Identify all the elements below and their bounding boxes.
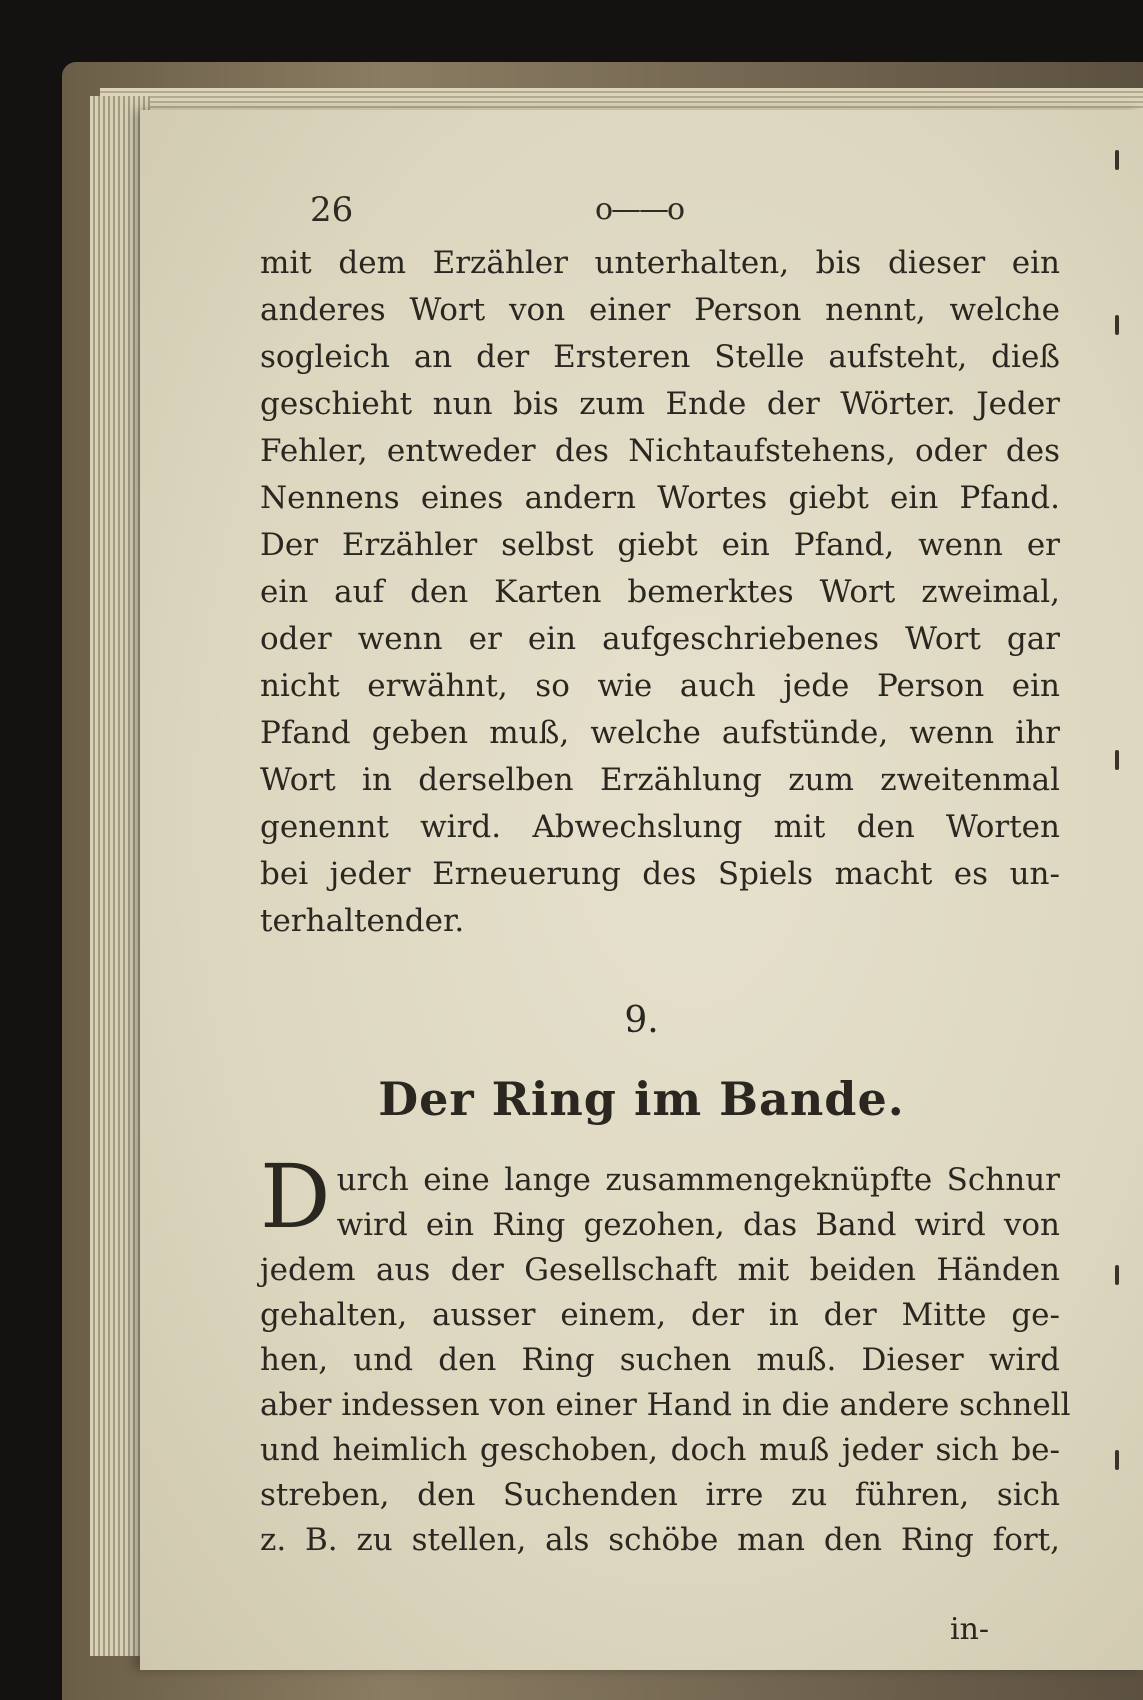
text-line: hen, und den Ring suchen muß. Dieser wird bbox=[260, 1342, 1060, 1378]
section-title: Der Ring im Bande. bbox=[378, 1072, 905, 1126]
text-line: wird ein Ring gezohen, das Band wird von bbox=[336, 1207, 1060, 1243]
text-line: urch eine lange zusammengeknüpfte Schnur bbox=[336, 1162, 1060, 1198]
page-number: 26 bbox=[310, 190, 354, 230]
text-line: sogleich an der Ersteren Stelle aufsteht, dieß bbox=[260, 339, 1060, 375]
binding-stitch bbox=[1115, 1450, 1119, 1470]
paragraph-continued bbox=[260, 240, 1060, 945]
header-ornament: o——o bbox=[595, 192, 684, 227]
text-line: aber indessen von einer Hand in die andere schnell bbox=[260, 1387, 1071, 1423]
text-line: geschieht nun bis zum Ende der Wörter. Jeder bbox=[260, 386, 1060, 422]
text-line: Wort in derselben Erzählung zum zweitenmal bbox=[260, 762, 1060, 798]
text-line: genennt wird. Abwechslung mit den Worten bbox=[260, 809, 1060, 845]
text-line: gehalten, ausser einem, der in der Mitte ge- bbox=[260, 1297, 1060, 1333]
text-line: Pfand geben muß, welche aufstünde, wenn ihr bbox=[260, 715, 1060, 751]
text-line: z. B. zu stellen, als schöbe man den Ring fort, bbox=[260, 1522, 1060, 1558]
text-line: Der Erzähler selbst giebt ein Pfand, wenn er bbox=[260, 527, 1060, 563]
text-line: jedem aus der Gesellschaft mit beiden Händen bbox=[260, 1252, 1060, 1288]
text-line: und heimlich geschoben, doch muß jeder sich be- bbox=[260, 1432, 1060, 1468]
text-line: terhaltender. bbox=[260, 903, 465, 939]
binding-stitch bbox=[1115, 315, 1119, 335]
text-line: Nennens eines andern Wortes giebt ein Pfand. bbox=[260, 480, 1060, 516]
text-line: oder wenn er ein aufgeschriebenes Wort gar bbox=[260, 621, 1060, 657]
text-line: nicht erwähnt, so wie auch jede Person ein bbox=[260, 668, 1060, 704]
section-number: 9. bbox=[624, 1000, 659, 1041]
catchword: in- bbox=[950, 1612, 990, 1647]
section-paragraph bbox=[260, 1145, 1071, 1563]
text-line: streben, den Suchenden irre zu führen, sich bbox=[260, 1477, 1060, 1513]
text-line: anderes Wort von einer Person nennt, welche bbox=[260, 292, 1060, 328]
binding-stitch bbox=[1115, 1265, 1119, 1285]
binding-stitch bbox=[1115, 750, 1119, 770]
text-line: mit dem Erzähler unterhalten, bis dieser ein bbox=[260, 245, 1060, 281]
book-page bbox=[140, 110, 1143, 1670]
drop-cap: D bbox=[260, 1145, 331, 1248]
binding-stitch bbox=[1115, 150, 1119, 170]
text-line: bei jeder Erneuerung des Spiels macht es un- bbox=[260, 856, 1060, 892]
text-line: Fehler, entweder des Nichtaufstehens, oder des bbox=[260, 433, 1060, 469]
text-line: ein auf den Karten bemerktes Wort zweimal, bbox=[260, 574, 1060, 610]
